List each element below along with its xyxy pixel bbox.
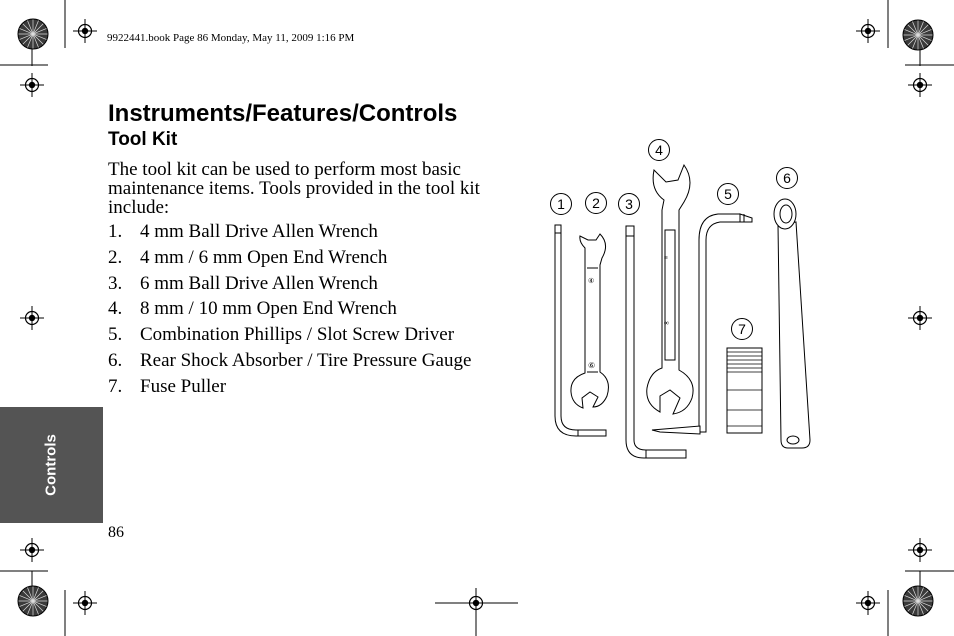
intro-paragraph: The tool kit can be used to perform most basic maintenance items. Tools provided in the tool kit include: [108,159,480,218]
page-title: Instruments/Features/Controls [108,100,458,127]
section-title: Tool Kit [108,129,178,150]
callout-number: 3 [625,196,633,212]
tool-kit-figure [551,140,811,459]
callout-number: 5 [724,186,732,202]
side-tab-label: Controls [42,434,60,496]
list-item: 3. 6 mm Ball Drive Allen Wrench [108,272,378,294]
svg-text:≡: ≡ [664,254,668,262]
list-item: 6. Rear Shock Absorber / Tire Pressure Gauge [108,349,472,371]
callout-number: 2 [592,195,600,211]
list-item: 1. 4 mm Ball Drive Allen Wrench [108,221,378,242]
callout-number: 1 [557,196,565,212]
list-item: 7. Fuse Puller [108,375,227,397]
svg-text:④: ④ [588,277,595,285]
svg-text:∞: ∞ [664,319,669,327]
callout-number: 4 [655,142,663,158]
tire-pressure-gauge [774,199,810,448]
list-item: 5. Combination Phillips / Slot Screw Driver [108,324,455,346]
open-end-wrench-4-6 [571,234,609,408]
open-end-wrench-8-10 [647,165,693,414]
callout-number: 6 [783,170,791,186]
page-number: 86 [108,524,124,541]
callout-number: 7 [738,321,746,337]
list-item: 2. 4 mm / 6 mm Open End Wrench [108,246,388,268]
svg-text:⑥: ⑥ [588,361,596,370]
print-header: 9922441.book Page 86 Monday, May 11, 2009 1:16 PM [107,32,355,44]
fuse-puller [727,348,762,433]
list-item: 4. 8 mm / 10 mm Open End Wrench [108,298,397,320]
